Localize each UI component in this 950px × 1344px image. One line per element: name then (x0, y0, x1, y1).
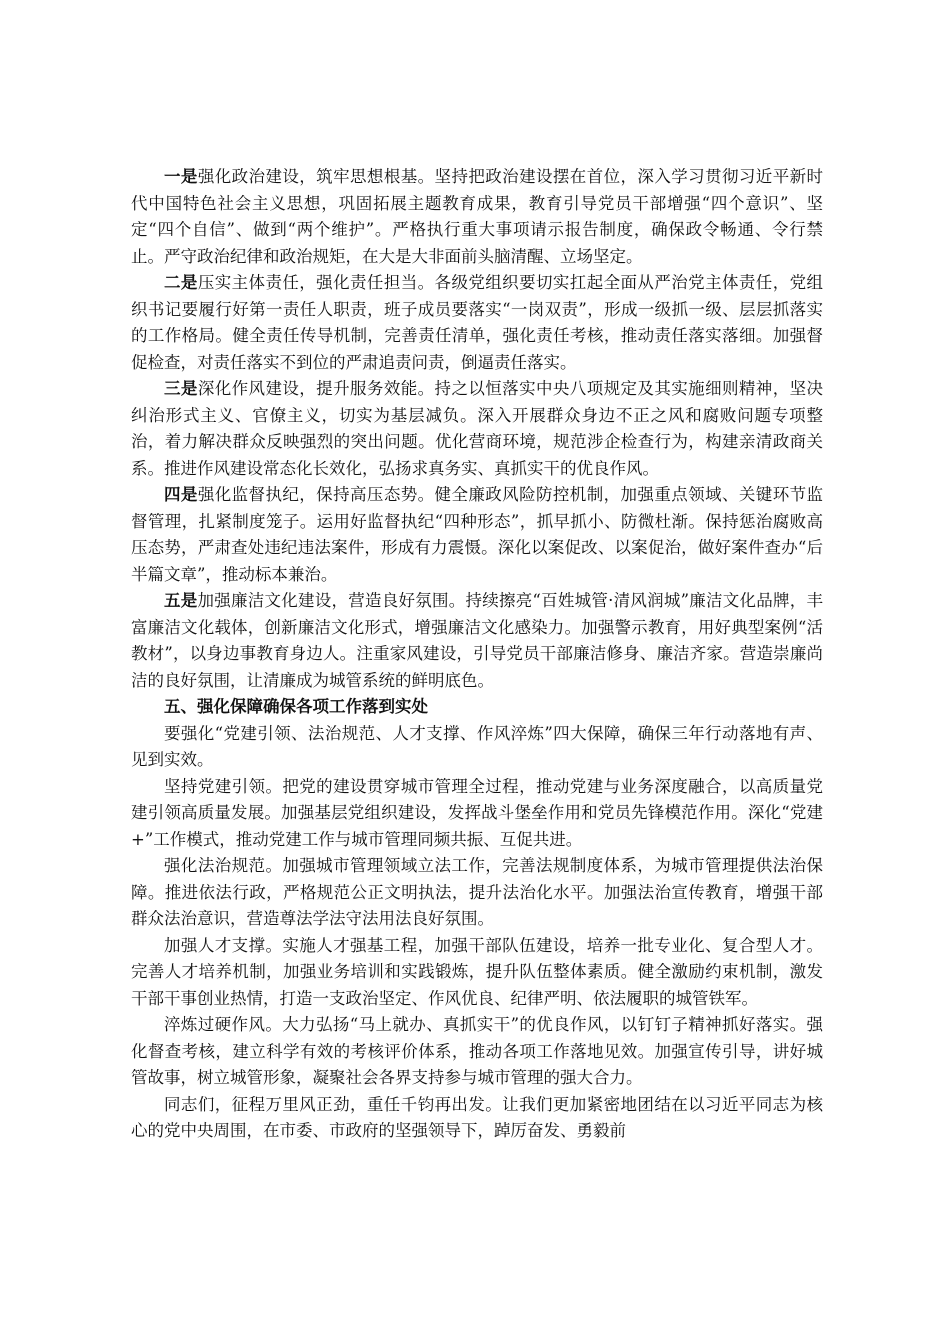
paragraph-talent: 加强人才支撑。实施人才强基工程，加强干部队伍建设，培养一批专业化、复合型人才。完善人才培养机制，加强业务培训和实践锻炼，提升队伍整体素质。健全激励约束机制，激发干部干事创业热情，打造一支政治坚定、作风优良、纪律严明、依法履职的城管铁军。 (131, 935, 823, 1008)
item-text: 强化政治建设，筑牢思想根基。坚持把政治建设摆在首位，深入学习贯彻习近平新时代中国特色社会主义思想，巩固拓展主题教育成果，教育引导党员干部增强“四个意识”、坚定“四个自信”、做到“两个维护”。严格执行重大事项请示报告制度，确保政令畅通、令行禁止。严守政治纪律和政治规矩，在大是大非面前头脑清醒、立场坚定。 (131, 167, 824, 266)
item-paragraph-5 (131, 588, 823, 694)
item-text: 加强廉洁文化建设，营造良好氛围。持续擦亮“百姓城管·清风润城”廉洁文化品牌，丰富廉洁文化载体，创新廉洁文化形式，增强廉洁文化感染力。加强警示教育，用好典型案例“活教材”，以身边事教育身边人。注重家风建设，引导党员干部廉洁修身、廉洁齐家。营造崇廉尚洁的良好氛围，让清廉成为城管系统的鲜明底色。 (131, 591, 823, 690)
item-paragraph-2 (131, 270, 823, 376)
item-lead: 二是 (164, 273, 198, 292)
item-text: 压实主体责任，强化责任担当。各级党组织要切实扛起全面从严治党主体责任，党组织书记要履行好第一责任人职责，班子成员要落实“一岗双责”，形成一级抓一级、层层抓落实的工作格局。健全责任传导机制，完善责任清单，强化责任考核，推动责任落实落细。加强督促检查，对责任落实不到位的严肃追责问责，倒逼责任落实。 (131, 273, 824, 372)
section-heading: 五、强化保障确保各项工作落到实处 (164, 697, 428, 716)
item-lead: 三是 (164, 379, 198, 398)
item-text: 强化监督执纪，保持高压态势。健全廉政风险防控机制，加强重点领域、关键环节监督管理，扎紧制度笼子。运用好监督执纪“四种形态”，抓早抓小、防微杜渐。保持惩治腐败高压态势，严肃查处违纪违法案件，形成有力震慑。深化以案促改、以案促治，做好案件查办“后半篇文章”，推动标本兼治。 (131, 485, 824, 584)
item-lead: 四是 (164, 485, 198, 504)
paragraph-work-style: 淬炼过硬作风。大力弘扬“马上就办、真抓实干”的优良作风，以钉钉子精神抓好落实。强化督查考核，建立科学有效的考核评价体系，推动各项工作落地见效。加强宣传引导，讲好城管故事，树立城管形象，凝聚社会各界支持参与城市管理的强大合力。 (131, 1015, 823, 1087)
document-body (131, 164, 823, 1145)
item-paragraph-3 (131, 376, 823, 482)
paragraph-closing: 同志们，征程万里风正劲，重任千钧再出发。让我们更加紧密地团结在以习近平同志为核心的党中央周围，在市委、市政府的坚强领导下，踔厉奋发、勇毅前 (131, 1094, 823, 1140)
paragraph-intro: 要强化“党建引领、法治规范、人才支撑、作风淬炼”四大保障，确保三年行动落地有声、见到实效。 (131, 723, 823, 769)
item-paragraph-1 (131, 164, 823, 270)
paragraph-rule-of-law: 强化法治规范。加强城市管理领域立法工作，完善法规制度体系，为城市管理提供法治保障。推进依法行政，严格规范公正文明执法，提升法治化水平。加强法治宣传教育，增强干部群众法治意识，营造尊法学法守法用法良好氛围。 (131, 856, 823, 928)
item-text: 深化作风建设，提升服务效能。持之以恒落实中央八项规定及其实施细则精神，坚决纠治形式主义、官僚主义，切实为基层减负。深入开展群众身边不正之风和腐败问题专项整治，着力解决群众反映强烈的突出问题。优化营商环境，规范涉企检查行为，构建亲清政商关系。推进作风建设常态化长效化，弘扬求真务实、真抓实干的优良作风。 (131, 379, 824, 478)
item-lead: 五是 (164, 591, 198, 610)
item-lead: 一是 (164, 167, 198, 186)
item-paragraph-4 (131, 482, 823, 588)
paragraph-party-building: 坚持党建引领。把党的建设贯穿城市管理全过程，推动党建与业务深度融合，以高质量党建引领高质量发展。加强基层党组织建设，发挥战斗堡垒作用和党员先锋模范作用。深化“党建+”工作模式，推动党建工作与城市管理同频共振、互促共进。 (131, 776, 823, 849)
